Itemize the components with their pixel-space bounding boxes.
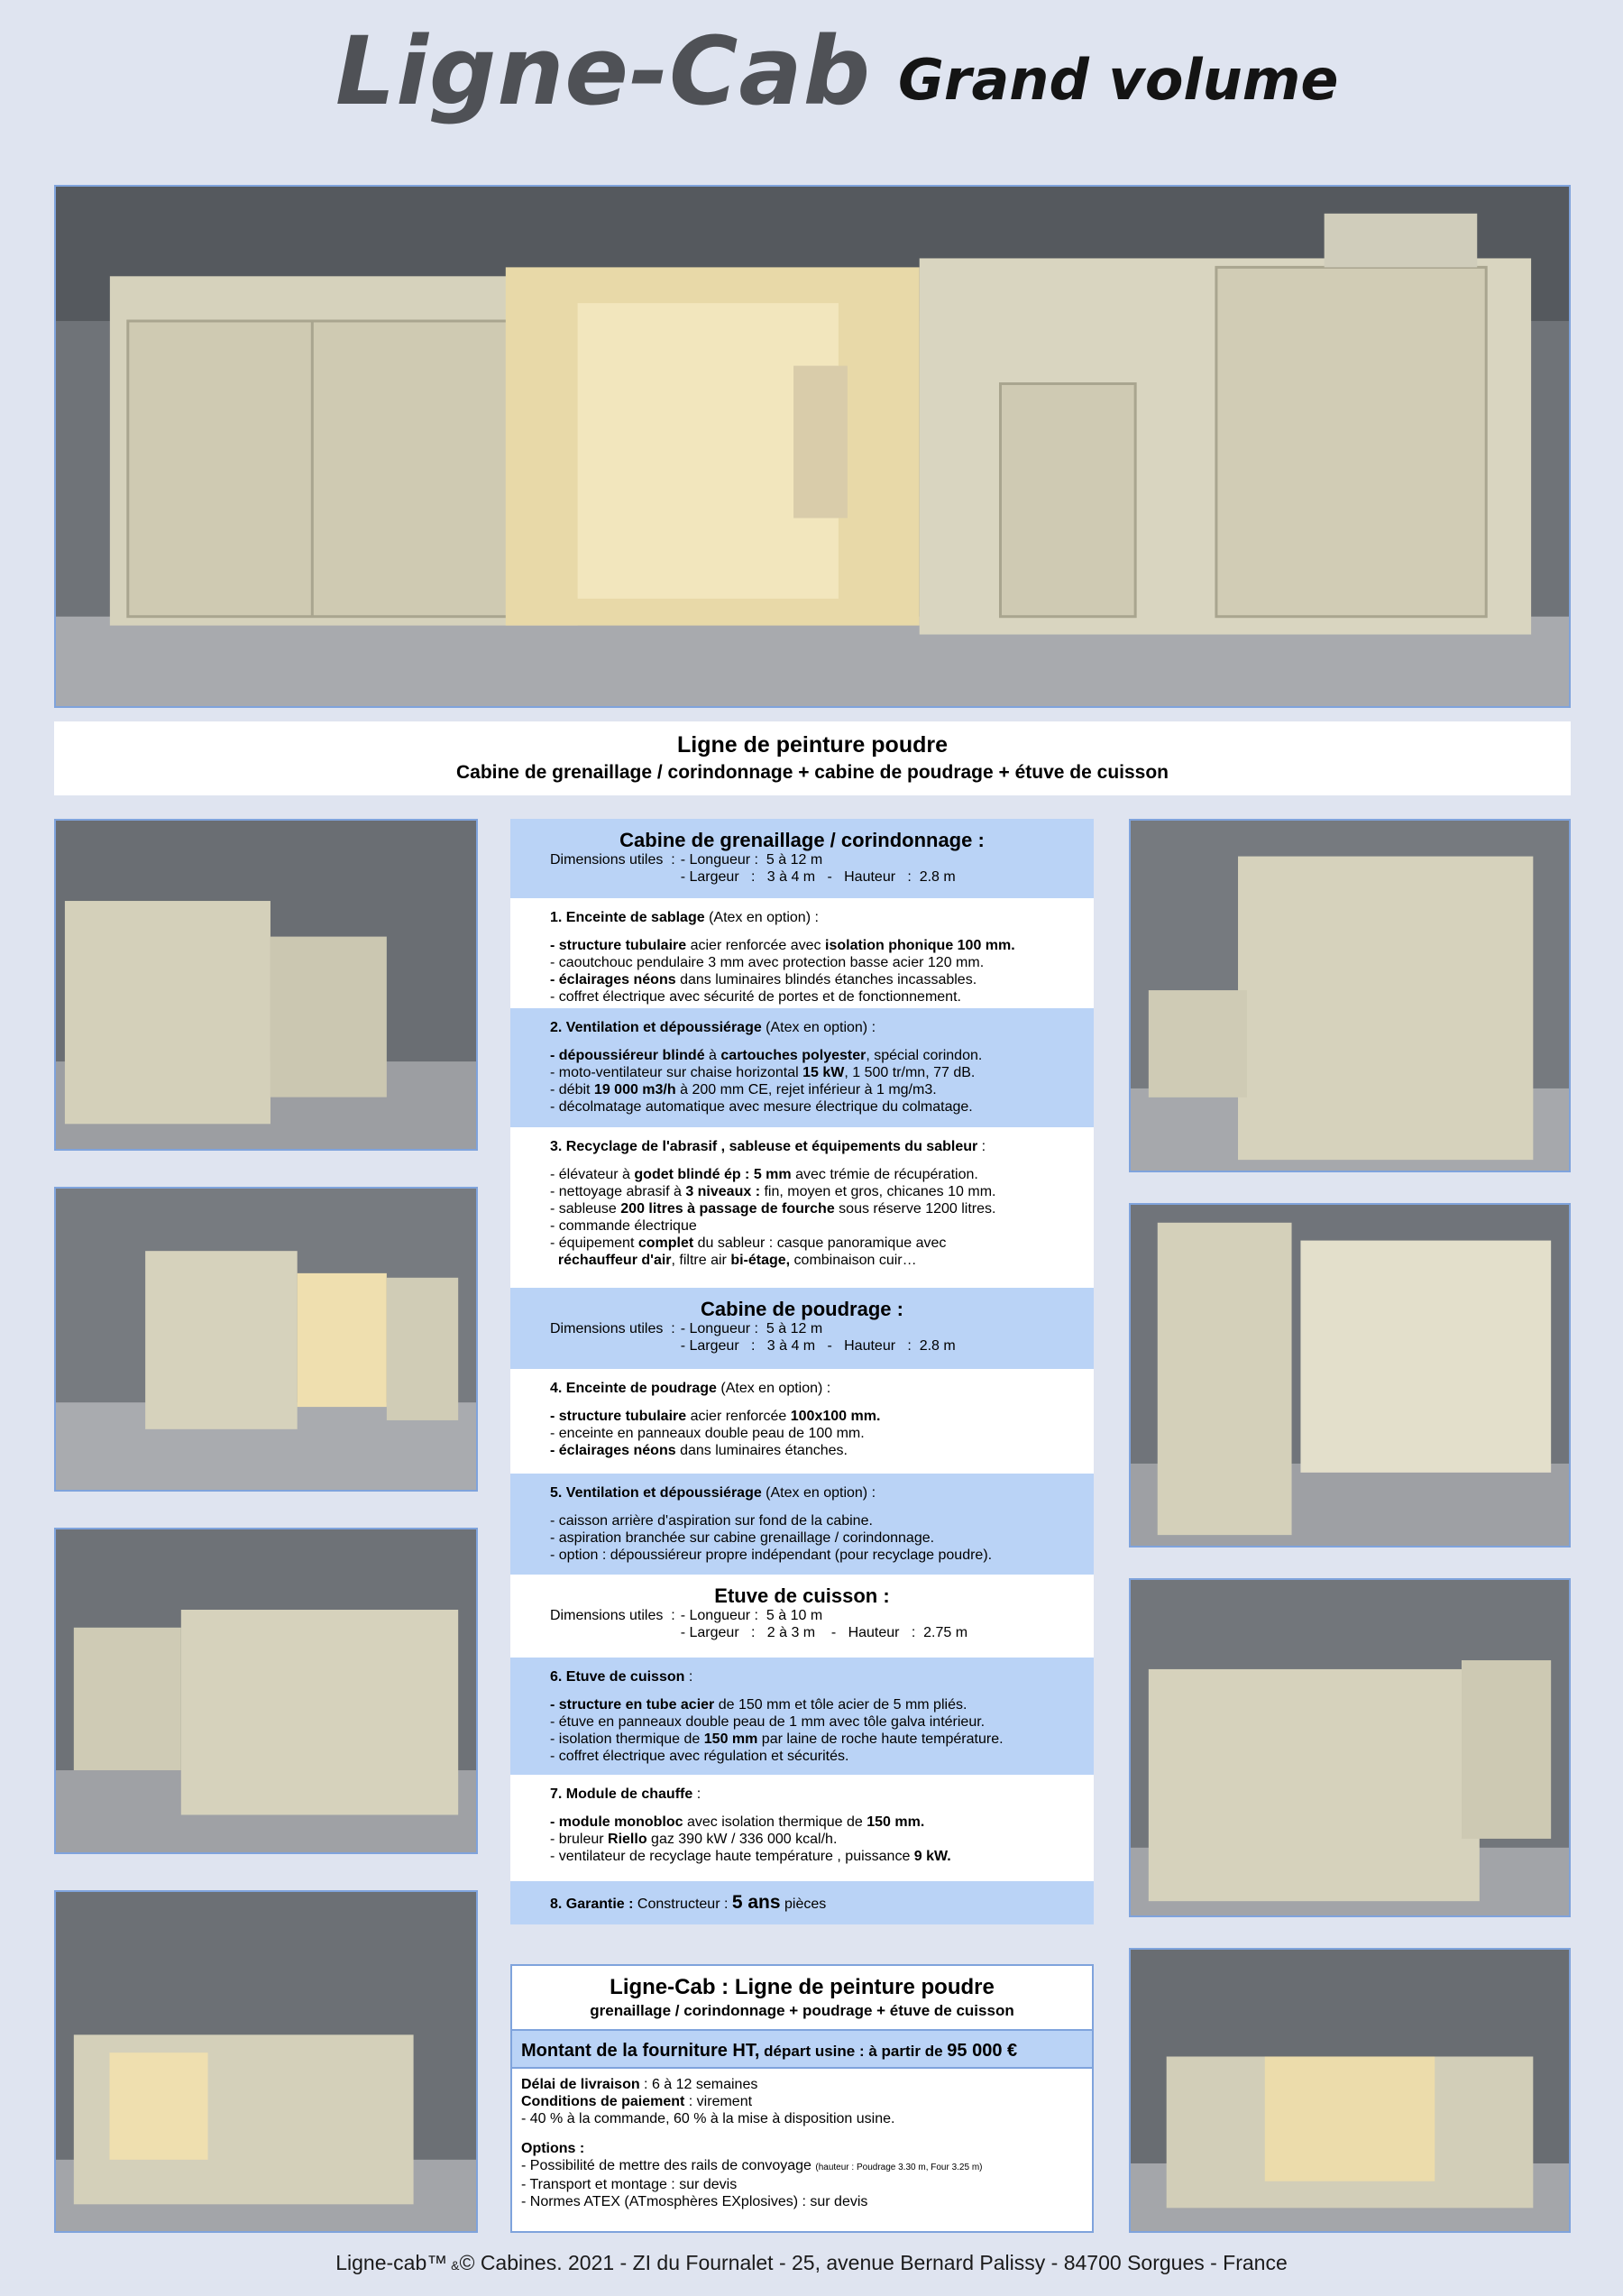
s3-block [510, 1127, 1094, 1288]
s3-item: - sableuse 200 litres à passage de fourche sous réserve 1200 litres. [550, 1201, 996, 1217]
cab3-dim1: - Longueur : 5 à 10 m [680, 1608, 823, 1623]
s8-text-end: pièces [780, 1896, 827, 1912]
s3-item: - commande électrique [550, 1218, 697, 1234]
price-mid: départ usine : à partir de [759, 2043, 948, 2060]
s6-head: 6. Etuve de cuisson [550, 1669, 685, 1685]
s5-head: 5. Ventilation et dépoussiérage [550, 1485, 762, 1501]
s1-item: - caoutchouc pendulaire 3 mm avec protection basse acier 120 mm. [550, 955, 985, 970]
s2-block [510, 1008, 1094, 1127]
s8-text: Constructeur : [633, 1896, 732, 1912]
options-label: Options : [521, 2141, 585, 2156]
spec-column [510, 819, 1094, 1924]
caption-box [54, 721, 1571, 795]
s3-head-note: : [977, 1139, 986, 1154]
s2-head: 2. Ventilation et dépoussiérage [550, 1020, 762, 1035]
photo-right-2 [1129, 1203, 1571, 1548]
s7-item: - module monobloc avec isolation thermique de 150 mm. [550, 1814, 925, 1830]
s4-head: 4. Enceinte de poudrage [550, 1381, 717, 1396]
cab1-title: Cabine de grenaillage / corindonnage [619, 829, 973, 851]
cab1-block [510, 819, 1094, 898]
s2-head-note: (Atex en option) : [761, 1020, 876, 1035]
s2-item: - moto-ventilateur sur chaise horizontal 15 kW, 1 500 tr/mn, 77 dB. [550, 1065, 976, 1080]
s7-block [510, 1775, 1094, 1881]
s3-item: - nettoyage abrasif à 3 niveaux : fin, moyen et gros, chicanes 10 mm. [550, 1184, 996, 1199]
s6-item: - isolation thermique de 150 mm par laine de roche haute température. [550, 1731, 1004, 1747]
cab1-dim-label: Dimensions utiles : [550, 852, 675, 868]
cab3-block [510, 1575, 1094, 1658]
s4-block [510, 1369, 1094, 1474]
s8-block [510, 1881, 1094, 1924]
cab1-title-suffix: : [972, 829, 985, 851]
s2-item: - débit 19 000 m3/h à 200 mm CE, rejet inférieur à 1 mg/m3. [550, 1082, 937, 1097]
s7-item: - bruleur Riello gaz 390 kW / 336 000 kcal/h. [550, 1832, 838, 1847]
s3-item: - élévateur à godet blindé ép : 5 mm avec trémie de récupération. [550, 1167, 978, 1182]
s5-item: - option : dépoussiéreur propre indépendant (pour recyclage poudre). [550, 1548, 993, 1563]
s2-item: - décolmatage automatique avec mesure électrique du colmatage. [550, 1099, 973, 1115]
cab2-block [510, 1288, 1094, 1369]
photo-right-3 [1129, 1578, 1571, 1917]
payment-line: Conditions de paiement : virement [521, 2094, 753, 2109]
s1-head-note: (Atex en option) : [704, 910, 819, 925]
photo-right-4 [1129, 1948, 1571, 2233]
footer [0, 2251, 1623, 2275]
s1-block [510, 898, 1094, 1008]
caption-title: Ligne de peinture poudre [676, 732, 948, 758]
s5-head-note: (Atex en option) : [761, 1485, 876, 1501]
photo-left-1 [54, 819, 478, 1151]
page-title: Ligne-Cab [335, 16, 872, 126]
s1-item: - éclairages néons dans luminaires blindés étanches incassables. [550, 972, 977, 987]
price-label: Montant de la fourniture HT, [521, 2041, 760, 2061]
s2-item: - dépoussiéreur blindé à cartouches polyester, spécial corindon. [550, 1048, 983, 1063]
s4-item: - structure tubulaire acier renforcée 100x100 mm. [550, 1409, 881, 1424]
summary-box [510, 1964, 1094, 2233]
s1-item: - coffret électrique avec sécurité de portes et de fonctionnement. [550, 989, 961, 1005]
photo-left-2 [54, 1187, 478, 1492]
photo-left-3 [54, 1528, 478, 1854]
s6-head-note: : [684, 1669, 693, 1685]
cab3-dim-label: Dimensions utiles : [550, 1608, 675, 1623]
s6-item: - étuve en panneaux double peau de 1 mm avec tôle galva intérieur. [550, 1714, 986, 1730]
s5-item: - aspiration branchée sur cabine grenaillage / corindonnage. [550, 1530, 935, 1546]
cab1-dim1: - Longueur : 5 à 12 m [680, 852, 823, 868]
s7-item: - ventilateur de recyclage haute température , puissance 9 kW. [550, 1849, 951, 1864]
price-row [512, 2029, 1092, 2069]
caption-subtitle: Cabine de grenaillage / corindonnage + cabine de poudrage + étuve de cuisson [455, 762, 1169, 783]
summary-title: Ligne-Cab : Ligne de peinture poudre [610, 1975, 995, 1999]
cab2-dim2: - Largeur : 3 à 4 m - Hauteur : 2.8 m [680, 1338, 956, 1354]
cab3-dim2: - Largeur : 2 à 3 m - Hauteur : 2.75 m [680, 1625, 968, 1640]
s1-head: 1. Enceinte de sablage [550, 910, 705, 925]
cab3-title-suffix: : [877, 1584, 890, 1607]
s1-item: - structure tubulaire acier renforcée avec isolation phonique 100 mm. [550, 938, 1015, 953]
option-item: - Possibilité de mettre des rails de convoyage (hauteur : Poudrage 3.30 m, Four 3.25 m) [521, 2158, 983, 2173]
s8-head: 8. Garantie : [550, 1896, 634, 1912]
s5-block [510, 1474, 1094, 1575]
payment-terms: - 40 % à la commande, 60 % à la mise à disposition usine. [521, 2111, 895, 2126]
s7-head: 7. Module de chauffe [550, 1786, 693, 1802]
price-value: 95 000 € [947, 2041, 1018, 2061]
s6-item: - structure en tube acier de 150 mm et tôle acier de 5 mm pliés. [550, 1697, 967, 1713]
summary-subtitle: grenaillage / corindonnage + poudrage + étuve de cuisson [590, 2002, 1014, 2019]
cab1-dim2: - Largeur : 3 à 4 m - Hauteur : 2.8 m [680, 869, 956, 885]
s8-warranty-years: 5 ans [731, 1892, 781, 1913]
cab2-title-suffix: : [891, 1298, 903, 1320]
s3-item: réchauffeur d'air, filtre air bi-étage, combinaison cuir… [550, 1253, 917, 1268]
footer-amp: & [447, 2258, 460, 2273]
s6-item: - coffret électrique avec régulation et sécurités. [550, 1749, 849, 1764]
s4-head-note: (Atex en option) : [716, 1381, 831, 1396]
cab3-title: Etuve de cuisson [714, 1584, 878, 1607]
page-subtitle: Grand volume [898, 47, 1339, 113]
photo-right-1 [1129, 819, 1571, 1172]
s6-block [510, 1658, 1094, 1775]
option-item: - Normes ATEX (ATmosphères EXplosives) : sur devis [521, 2194, 868, 2209]
s7-head-note: : [692, 1786, 701, 1802]
footer-brand: Ligne-cab™ [335, 2251, 448, 2274]
option-item: - Transport et montage : sur devis [521, 2177, 738, 2192]
cab2-dim-label: Dimensions utiles : [550, 1321, 675, 1336]
s4-item: - enceinte en panneaux double peau de 100 mm. [550, 1426, 865, 1441]
hero-photo [54, 185, 1571, 708]
s3-item: - équipement complet du sableur : casque panoramique avec [550, 1235, 947, 1251]
s5-item: - caisson arrière d'aspiration sur fond de la cabine. [550, 1513, 873, 1529]
footer-text: © Cabines. 2021 - ZI du Fournalet - 25, avenue Bernard Palissy - 84700 Sorgues - France [459, 2251, 1288, 2274]
s4-item: - éclairages néons dans luminaires étanches. [550, 1443, 848, 1458]
cab2-title: Cabine de poudrage [701, 1298, 892, 1320]
cab2-dim1: - Longueur : 5 à 12 m [680, 1321, 823, 1336]
photo-left-4 [54, 1890, 478, 2233]
s3-head: 3. Recyclage de l'abrasif , sableuse et équipements du sableur [550, 1139, 978, 1154]
delivery-line: Délai de livraison : 6 à 12 semaines [521, 2077, 758, 2092]
